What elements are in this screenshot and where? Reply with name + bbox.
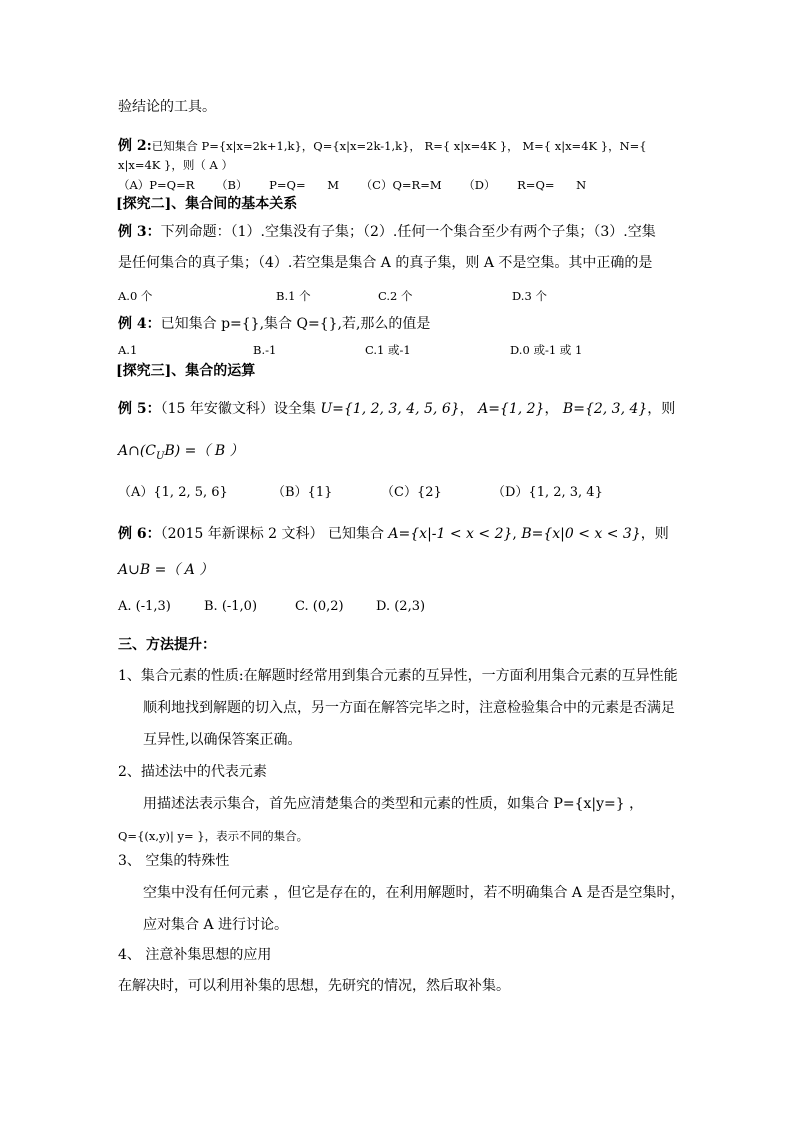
method-1-line-2: 顺利地找到解题的切入点，另一方面在解答完毕之时，注意检验集合中的元素是否满足 — [143, 700, 675, 716]
example-label: 例 3： — [118, 224, 161, 240]
example-text: （2015 年新课标 2 文科） 已知集合 — [160, 526, 384, 542]
example-text: 已知集合 p={},集合 Q={},若,那么的值是 — [160, 316, 431, 332]
example-5-line-1: 例 5：（15 年安徽文科）设全集 U={1, 2, 3, 4, 5, 6}， A={1, 2}， B={2, 3, 4}，则 — [118, 401, 676, 417]
example-4-line — [118, 316, 430, 332]
section-heading: 三、方法提升： — [118, 637, 216, 653]
example-text: ，则 — [640, 526, 669, 542]
formula-subscript: U — [156, 450, 165, 462]
method-2-line-2: Q={(x,y)| y= }，表示不同的集合。 — [118, 829, 309, 843]
example-label: 例 4： — [118, 316, 161, 332]
formula-expression: A∩(C — [118, 443, 157, 459]
formula-B: B={2, 3, 4} — [562, 401, 648, 417]
example-label: 例 2: — [118, 138, 152, 154]
example-5-line-2 — [118, 443, 244, 465]
example-6-option: C. (0,2) — [295, 599, 344, 614]
example-4-option: B.-1 — [253, 343, 277, 357]
formula-expression: B) =（ B ） — [164, 443, 244, 459]
example-5-option: （B）{1} — [272, 485, 333, 500]
method-4-line-1: 在解决时，可以利用补集的思想，先研究的情况，然后取补集。 — [118, 978, 510, 994]
method-3-line-2: 应对集合 A 进行讨论。 — [143, 917, 289, 933]
example-4-option: A.1 — [118, 343, 138, 357]
example-6-option: D. (2,3) — [376, 599, 426, 614]
example-4-option: C.1 或-1 — [365, 343, 411, 357]
method-2-line-1: 用描述法表示集合，首先应清楚集合的类型和元素的性质，如集合 P={x|y=} ， — [143, 796, 644, 812]
method-1-line-1: 1、集合元素的性质:在解题时经常用到集合元素的互异性，一方面利用集合元素的互异性能 — [118, 668, 678, 684]
example-2-line-2: x|x=4K }，则（ A ） — [118, 158, 233, 172]
formula-expression: A∪B =（ A ） — [118, 562, 214, 578]
example-text: 已知集合 P={x|x=2k+1,k}，Q={x|x=2k-1,k}， R={ x|x=4K }， M={ x|x=4K }，N={ — [151, 139, 647, 153]
text-line: 验结论的工具。 — [118, 99, 216, 115]
method-3-title: 3、 空集的特殊性 — [118, 853, 230, 869]
method-1-line-3: 互异性,以确保答案正确。 — [143, 732, 302, 748]
example-3-line-2: 是任何集合的真子集；（4）.若空集是集合 A 的真子集，则 A 不是空集。其中正确的是 — [118, 255, 653, 271]
example-3-line-1 — [118, 224, 656, 240]
example-label: 例 5： — [118, 401, 161, 417]
example-5-option: （D）{1, 2, 3, 4} — [492, 485, 603, 500]
method-3-line-1: 空集中没有任何元素 ，但它是存在的，在利用解题时，若不明确集合 A 是否是空集时， — [143, 885, 685, 901]
example-6-line-1: 例 6：（2015 年新课标 2 文科） 已知集合 A={x|-1 < x < 2}, B={x|0 < x < 3}，则 — [118, 526, 669, 542]
example-3-option: C.2 个 — [378, 289, 413, 303]
example-3-option: A.0 个 — [118, 289, 153, 303]
section-heading: [探究二]、集合间的基本关系 — [116, 196, 298, 212]
example-text: （15 年安徽文科）设全集 — [160, 401, 316, 417]
method-2-title: 2、描述法中的代表元素 — [118, 764, 267, 780]
method-4-title: 4、 注意补集思想的应用 — [118, 947, 272, 963]
example-2-options: （A）P=Q=R （B） P=Q= M （C）Q=R=M （D） R=Q= N — [118, 178, 587, 192]
example-6-line-2 — [118, 562, 213, 578]
example-3-option: B.1 个 — [276, 289, 311, 303]
formula-A: A={x|-1 < x < 2} — [388, 526, 513, 542]
example-3-option: D.3 个 — [512, 289, 547, 303]
example-5-option: （A）{1, 2, 5, 6} — [118, 485, 228, 500]
example-2-line-1 — [118, 138, 647, 154]
example-label: 例 6： — [118, 526, 161, 542]
example-4-option: D.0 或-1 或 1 — [510, 343, 583, 357]
example-6-option: A. (-1,3) — [118, 599, 171, 614]
example-5-option: （C）{2} — [381, 485, 442, 500]
example-text: ，则 — [647, 401, 676, 417]
formula-B: B={x|0 < x < 3} — [521, 526, 641, 542]
formula-U: U={1, 2, 3, 4, 5, 6} — [320, 401, 460, 417]
formula-A: A={1, 2} — [478, 401, 545, 417]
example-text: 下列命题：（1）.空集没有子集；（2）.任何一个集合至少有两个子集；（3）.空集 — [160, 224, 656, 240]
section-heading: [探究三]、集合的运算 — [116, 363, 256, 379]
example-6-option: B. (-1,0) — [204, 599, 258, 614]
